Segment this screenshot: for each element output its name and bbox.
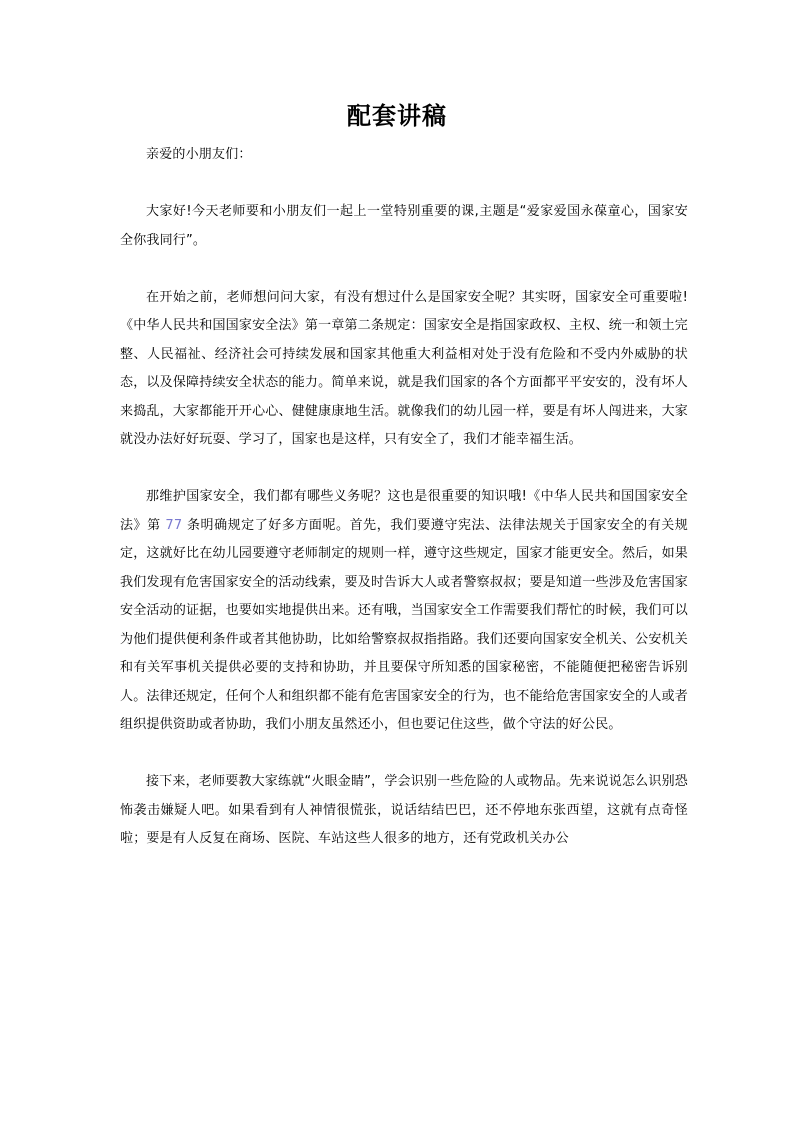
- article-number: 77: [165, 517, 183, 533]
- duties-text-start: 那维护国家安全，我们都有哪些义务呢？这也是很重要的知识哦!《中华人民共和国国家安全法》第: [120, 489, 688, 533]
- paragraph-what-is-security: 在开始之前，老师想问问大家，有没有想过什么是国家安全呢？其实呀，国家安全可重要啦!《中华人民共和国国家安全法》第一章第二条规定：国家安全是指国家政权、主权、统一和领土完整、人民福祉、经济社会可持续发展和国家其他重大利益相对处于没有危险和不受内外威胁的状态，以及保障持续安全状态的能力。简单来说，就是我们国家的各个方面都平平安安的，没有坏人来捣乱，大家都能开开心心、健健康康地生活。就像我们的幼儿园一样，要是有坏人闯进来，大家就没办法好好玩耍、学习了，国家也是这样，只有安全了，我们才能幸福生活。: [120, 289, 688, 447]
- paragraph-identify-danger: 接下来，老师要教大家练就“火眼金睛”，学会识别一些危险的人或物品。先来说说怎么识别恐怖袭击嫌疑人吧。如果看到有人神情很慌张，说话结结巴巴，还不停地东张西望，这就有点奇怪啦；要是有人反复在商场、医院、车站这些人很多的地方，还有党政机关办公: [120, 774, 688, 846]
- duties-text-rest: 条明确规定了好多方面呢。首先，我们要遵守宪法、法律法规关于国家安全的有关规定，这就好比在幼儿园要遵守老师制定的规则一样，遵守这些规定，国家才能更安全。然后，如果我们发现有危害国家安全的活动线索，要及时告诉大人或者警察叔叔；要是知道一些涉及危害国家安全活动的证据，也要如实地提供出来。还有哦，当国家安全工作需要我们帮忙的时候，我们可以为他们提供便利条件或者其他协助，比如给警察叔叔指指路。我们还要向国家安全机关、公安机关和有关军事机关提供必要的支持和协助，并且要保守所知悉的国家秘密，不能随便把秘密告诉别人。法律还规定，任何个人和组织都不能有危害国家安全的行为，也不能给危害国家安全的人或者组织提供资助或者协助，我们小朋友虽然还小，但也要记住这些，做个守法的好公民。: [120, 517, 689, 732]
- paragraph-duties: [120, 483, 688, 740]
- paragraph-intro: 大家好!今天老师要和小朋友们一起上一堂特别重要的课,主题是“爱家爱国永葆童心，国家安全你我同行”。: [120, 204, 688, 248]
- greeting: 亲爱的小朋友们：: [146, 147, 252, 162]
- document-body: [120, 141, 688, 854]
- document-title: 配套讲稿: [347, 101, 447, 130]
